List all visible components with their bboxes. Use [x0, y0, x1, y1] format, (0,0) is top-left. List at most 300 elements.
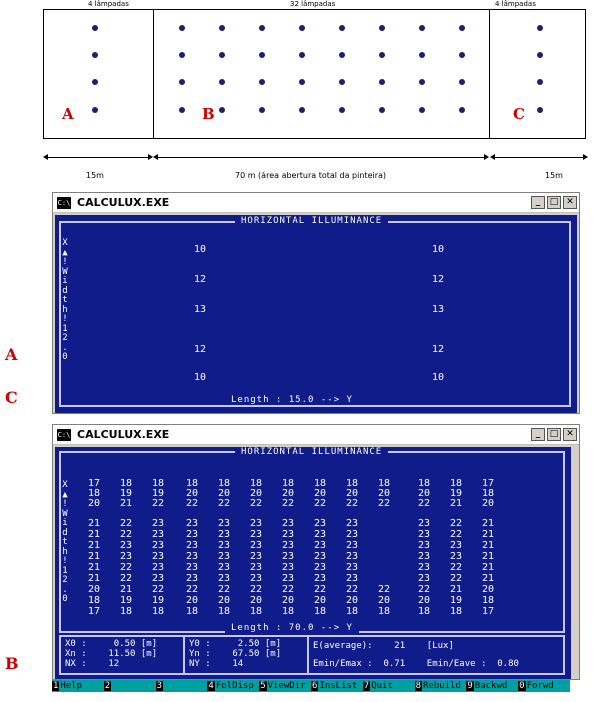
illuminance-value: 19	[119, 488, 133, 499]
close-button[interactable]: ✕	[563, 196, 577, 209]
info-y0: Y0 : 2.50 [m]	[189, 639, 282, 649]
illuminance-value: 17	[481, 478, 495, 489]
window-title-2: CALCULUX.EXE	[77, 428, 170, 441]
lamp-dot	[219, 52, 225, 58]
fkey-label: Backwd	[474, 681, 508, 691]
lamp-dot	[419, 52, 425, 58]
minimize-button[interactable]: _	[531, 196, 545, 209]
illuminance-value: 23	[345, 540, 359, 551]
fkey-1[interactable]	[52, 680, 104, 692]
zone-a	[43, 9, 154, 139]
lamp-dot	[219, 107, 225, 113]
illuminance-value: 23	[417, 518, 431, 529]
close-button[interactable]: ✕	[563, 428, 577, 441]
illuminance-value: 22	[151, 584, 165, 595]
lamp-dot	[459, 25, 465, 31]
fkey-label: Rebuild	[423, 681, 461, 691]
illuminance-value: 18	[185, 606, 199, 617]
info-x0: X0 : 0.50 [m]	[65, 639, 158, 649]
console-screen-2	[55, 447, 571, 679]
illuminance-value: 20	[345, 595, 359, 606]
illuminance-value: 10	[431, 372, 445, 383]
illuminance-value: 13	[431, 304, 445, 315]
illuminance-value: 23	[249, 562, 263, 573]
lamp-dot	[299, 25, 305, 31]
lamp-dot	[179, 25, 185, 31]
illuminance-value: 20	[249, 488, 263, 499]
illuminance-value: 21	[481, 529, 495, 540]
illuminance-value: 23	[217, 540, 231, 551]
illuminance-value: 23	[417, 573, 431, 584]
illuminance-value: 23	[119, 551, 133, 562]
console-icon: C:\	[57, 430, 71, 439]
illuminance-value: 20	[417, 595, 431, 606]
fkey-label: Help	[60, 681, 83, 691]
illuminance-value: 20	[377, 595, 391, 606]
illuminance-value: 18	[481, 595, 495, 606]
illuminance-value: 17	[87, 478, 101, 489]
illuminance-value: 10	[193, 244, 207, 255]
illuminance-value: 23	[249, 518, 263, 529]
axis-char: 1	[62, 565, 68, 576]
axis-char: X	[62, 238, 68, 248]
illuminance-value: 22	[119, 573, 133, 584]
info-yn: Yn : 67.50 [m]	[189, 649, 282, 659]
illuminance-value: 18	[377, 606, 391, 617]
illuminance-value: 23	[151, 562, 165, 573]
illuminance-value: 23	[217, 573, 231, 584]
illuminance-value: 23	[313, 551, 327, 562]
illuminance-value: 23	[185, 529, 199, 540]
illuminance-value: 18	[185, 478, 199, 489]
lamp-dot	[339, 79, 345, 85]
illuminance-value: 23	[313, 518, 327, 529]
illuminance-value: 18	[449, 478, 463, 489]
illuminance-value: 23	[151, 573, 165, 584]
illuminance-value: 20	[481, 498, 495, 509]
illuminance-value: 18	[449, 606, 463, 617]
illuminance-value: 18	[377, 478, 391, 489]
illuminance-value: 23	[151, 551, 165, 562]
illuminance-value: 21	[481, 551, 495, 562]
axis-char: .	[62, 342, 68, 353]
illuminance-value: 21	[481, 540, 495, 551]
fkey-8[interactable]	[415, 680, 467, 692]
illuminance-value: 13	[193, 304, 207, 315]
maximize-button[interactable]: □	[547, 196, 561, 209]
lamp-dot	[339, 52, 345, 58]
fkey-number: 0	[519, 681, 525, 691]
illuminance-value: 23	[345, 573, 359, 584]
illuminance-value: 23	[281, 573, 295, 584]
fkey-number: 5	[260, 681, 266, 691]
illuminance-value: 23	[217, 529, 231, 540]
info-ratios: Emin/Emax : 0.71 Emin/Eave : 0.80	[313, 659, 519, 669]
axis-char: X	[62, 480, 68, 490]
illuminance-value: 22	[185, 584, 199, 595]
illuminance-value: 23	[217, 551, 231, 562]
fkey-4[interactable]	[207, 680, 259, 692]
fkey-7[interactable]	[363, 680, 415, 692]
illuminance-value: 23	[185, 518, 199, 529]
illuminance-value: 22	[217, 584, 231, 595]
illuminance-value: 22	[449, 562, 463, 573]
lamp-dot	[179, 107, 185, 113]
illuminance-value: 23	[185, 562, 199, 573]
illuminance-value: 18	[481, 488, 495, 499]
illuminance-value: 21	[119, 498, 133, 509]
dim-label-c: 15m	[545, 171, 563, 180]
fkey-number: 2	[104, 681, 111, 691]
illuminance-value: 12	[193, 344, 207, 355]
illuminance-value: 18	[417, 478, 431, 489]
illuminance-value: 20	[345, 488, 359, 499]
fkey-number: 7	[363, 681, 370, 691]
illuminance-value: 18	[281, 478, 295, 489]
zone-label-c: C	[513, 105, 525, 123]
illuminance-value: 10	[193, 372, 207, 383]
lamp-dot	[537, 25, 543, 31]
illuminance-value: 23	[281, 518, 295, 529]
illuminance-value: 23	[417, 529, 431, 540]
illuminance-value: 18	[87, 488, 101, 499]
lamp-dot	[459, 79, 465, 85]
illuminance-value: 18	[217, 606, 231, 617]
illuminance-value: 23	[185, 540, 199, 551]
illuminance-value: 23	[345, 551, 359, 562]
axis-char: W	[62, 266, 68, 277]
dim-label-b: 70 m (área abertura total da pinteira)	[235, 171, 387, 180]
axis-char: !	[62, 314, 68, 324]
illuminance-value: 23	[313, 562, 327, 573]
fkey-label	[111, 681, 112, 691]
illuminance-value: 19	[449, 488, 463, 499]
fkey-number: 1	[53, 681, 59, 691]
fkey-6[interactable]	[311, 680, 363, 692]
illuminance-value: 18	[87, 595, 101, 606]
lamp-dot	[537, 107, 543, 113]
illuminance-value: 21	[481, 573, 495, 584]
illuminance-value: 20	[377, 488, 391, 499]
fkey-2[interactable]	[104, 680, 156, 692]
illuminance-value: 21	[481, 518, 495, 529]
illuminance-value: 21	[119, 584, 133, 595]
axis-char: !	[62, 257, 68, 267]
illuminance-value: 23	[417, 540, 431, 551]
fkey-3[interactable]	[156, 680, 208, 692]
illuminance-value: 10	[431, 244, 445, 255]
lamp-dot	[419, 107, 425, 113]
fkey-label: Quit	[371, 681, 393, 691]
illuminance-value: 22	[449, 518, 463, 529]
lamp-dot	[419, 79, 425, 85]
dim-arrow-c	[493, 157, 585, 158]
lamp-dot	[339, 107, 345, 113]
lamp-dot	[379, 25, 385, 31]
illuminance-value: 23	[313, 529, 327, 540]
illuminance-value: 23	[151, 540, 165, 551]
illuminance-value: 21	[87, 529, 101, 540]
illuminance-value: 22	[417, 584, 431, 595]
illuminance-value: 20	[87, 584, 101, 595]
maximize-button[interactable]: □	[547, 428, 561, 441]
illuminance-value: 23	[249, 529, 263, 540]
axis-char: d	[62, 527, 68, 538]
fkey-label: ViewDir	[267, 681, 306, 691]
calculux-window-2	[52, 424, 580, 680]
titlebar-2[interactable]	[53, 425, 579, 445]
count-a: 4 lâmpadas	[88, 0, 129, 8]
illuminance-value: 17	[87, 606, 101, 617]
lamp-dot	[219, 25, 225, 31]
axis-char: 0	[62, 594, 68, 604]
info-ny: NY : 14	[189, 659, 244, 669]
illuminance-value: 20	[281, 488, 295, 499]
illuminance-value: 23	[449, 551, 463, 562]
fkey-number: 9	[467, 681, 473, 691]
illuminance-value: 12	[431, 274, 445, 285]
illuminance-value: 20	[481, 584, 495, 595]
length-label-1: Length : 15.0 --> Y	[225, 395, 359, 405]
illuminance-value: 20	[281, 595, 295, 606]
illuminance-value: 18	[151, 606, 165, 617]
fkey-label: Forwd	[526, 681, 554, 691]
axis-char: i	[62, 276, 68, 286]
lamp-dot	[92, 25, 98, 31]
fkey-label: InsList	[319, 681, 358, 691]
lamp-dot	[179, 52, 185, 58]
illuminance-value: 20	[185, 595, 199, 606]
illuminance-value: 18	[119, 478, 133, 489]
fkey-0[interactable]	[518, 680, 570, 692]
illuminance-value: 12	[193, 274, 207, 285]
lamp-dot	[259, 52, 265, 58]
axis-char: h	[62, 304, 68, 315]
illuminance-value: 19	[151, 595, 165, 606]
minimize-button[interactable]: _	[531, 428, 545, 441]
lamp-dot	[92, 107, 98, 113]
illuminance-value: 18	[119, 606, 133, 617]
illuminance-value: 20	[87, 498, 101, 509]
axis-char: ▲	[62, 489, 68, 500]
illuminance-value: 22	[313, 584, 327, 595]
lamp-dot	[219, 79, 225, 85]
info-divider-2	[307, 635, 309, 675]
zone-label-a: A	[62, 105, 74, 123]
illuminance-value: 22	[449, 573, 463, 584]
info-nx: NX : 12	[65, 659, 120, 669]
illuminance-value: 23	[281, 540, 295, 551]
illuminance-value: 20	[249, 595, 263, 606]
panel-frame-1	[59, 221, 571, 407]
lamp-dot	[92, 79, 98, 85]
illuminance-value: 23	[345, 529, 359, 540]
illuminance-value: 22	[377, 584, 391, 595]
illuminance-value: 21	[87, 573, 101, 584]
illuminance-value: 23	[281, 562, 295, 573]
illuminance-value: 23	[249, 551, 263, 562]
illuminance-value: 23	[185, 551, 199, 562]
side-label-a: A	[5, 345, 18, 364]
illuminance-value: 19	[449, 595, 463, 606]
function-key-bar	[52, 680, 570, 692]
illuminance-value: 20	[313, 488, 327, 499]
illuminance-value: 23	[281, 551, 295, 562]
fkey-label	[163, 681, 164, 691]
side-label-b: B	[5, 654, 19, 673]
fkey-number: 6	[311, 681, 318, 691]
lamp-dot	[259, 25, 265, 31]
lamp-dot	[537, 79, 543, 85]
illuminance-value: 18	[345, 606, 359, 617]
illuminance-value: 22	[119, 529, 133, 540]
axis-char: h	[62, 546, 68, 557]
illuminance-value: 18	[151, 478, 165, 489]
lamp-dot	[299, 79, 305, 85]
illuminance-value: 18	[345, 478, 359, 489]
illuminance-value: 22	[313, 498, 327, 509]
illuminance-value: 18	[249, 478, 263, 489]
illuminance-value: 23	[313, 573, 327, 584]
lamp-dot	[379, 107, 385, 113]
illuminance-value: 22	[217, 498, 231, 509]
illuminance-value: 23	[151, 518, 165, 529]
illuminance-value: 22	[119, 562, 133, 573]
window-title-1: CALCULUX.EXE	[77, 196, 170, 209]
zone-label-b: B	[202, 105, 215, 123]
dim-label-a: 15m	[86, 171, 104, 180]
illuminance-value: 21	[449, 584, 463, 595]
fkey-number: 8	[415, 681, 421, 691]
illuminance-value: 12	[431, 344, 445, 355]
lamp-dot	[259, 79, 265, 85]
fkey-5[interactable]	[259, 680, 311, 692]
info-xn: Xn : 11.50 [m]	[65, 649, 158, 659]
illuminance-value: 21	[87, 540, 101, 551]
axis-char: !	[62, 556, 68, 566]
illuminance-value: 23	[281, 529, 295, 540]
axis-char: .	[62, 584, 68, 595]
illuminance-value: 22	[377, 498, 391, 509]
illuminance-value: 22	[345, 498, 359, 509]
info-e-average: E(average): 21 [Lux]	[313, 641, 454, 651]
axis-char: 0	[62, 352, 68, 362]
illuminance-value: 22	[449, 529, 463, 540]
illuminance-value: 23	[345, 562, 359, 573]
illuminance-value: 18	[313, 478, 327, 489]
axis-char: 2	[62, 575, 68, 585]
illuminance-value: 17	[481, 606, 495, 617]
illuminance-value: 22	[185, 498, 199, 509]
fkey-label: FolDisp	[215, 681, 254, 691]
illuminance-value: 21	[87, 518, 101, 529]
axis-char: d	[62, 285, 68, 296]
lamp-dot	[179, 79, 185, 85]
fkey-9[interactable]	[466, 680, 518, 692]
illuminance-value: 21	[449, 498, 463, 509]
illuminance-value: 22	[345, 584, 359, 595]
axis-char: W	[62, 508, 68, 519]
dim-arrow-a	[46, 157, 150, 158]
illuminance-value: 23	[417, 551, 431, 562]
lamp-dot	[379, 52, 385, 58]
illuminance-value: 22	[281, 498, 295, 509]
titlebar-1[interactable]	[53, 193, 579, 213]
illuminance-value: 18	[281, 606, 295, 617]
lamp-dot	[299, 107, 305, 113]
lamp-dot	[299, 52, 305, 58]
lamp-dot	[379, 79, 385, 85]
lamp-dot	[92, 52, 98, 58]
lamp-dot	[537, 52, 543, 58]
illuminance-value: 23	[217, 518, 231, 529]
dim-arrow-b	[156, 157, 486, 158]
illuminance-value: 20	[185, 488, 199, 499]
illuminance-value: 22	[119, 518, 133, 529]
illuminance-value: 23	[417, 562, 431, 573]
fkey-number: 3	[156, 681, 163, 691]
lamp-dot	[419, 25, 425, 31]
lamp-dot	[339, 25, 345, 31]
console-icon: C:\	[57, 198, 71, 207]
illuminance-value: 21	[87, 551, 101, 562]
count-c: 4 lâmpadas	[495, 0, 536, 8]
illuminance-value: 22	[417, 498, 431, 509]
lamp-dot	[459, 107, 465, 113]
illuminance-value: 23	[185, 573, 199, 584]
illuminance-value: 19	[151, 488, 165, 499]
illuminance-value: 20	[417, 488, 431, 499]
lamp-dot	[259, 107, 265, 113]
illuminance-value: 22	[281, 584, 295, 595]
axis-char: 2	[62, 333, 68, 343]
illuminance-value: 23	[345, 518, 359, 529]
illuminance-value: 18	[217, 478, 231, 489]
illuminance-value: 22	[151, 498, 165, 509]
illuminance-value: 23	[449, 540, 463, 551]
illuminance-value: 23	[151, 529, 165, 540]
illuminance-value: 21	[481, 562, 495, 573]
lamp-dot	[459, 52, 465, 58]
illuminance-value: 23	[119, 540, 133, 551]
panel-title-1: HORIZONTAL ILLUMINANCE	[235, 216, 388, 226]
length-label-2: Length : 70.0 --> Y	[225, 623, 359, 633]
illuminance-value: 23	[313, 540, 327, 551]
console-screen-1	[55, 215, 577, 413]
fkey-number: 4	[208, 681, 214, 691]
axis-char: 1	[62, 323, 68, 334]
axis-char: t	[62, 295, 68, 305]
axis-char: !	[62, 499, 68, 509]
illuminance-value: 22	[249, 498, 263, 509]
illuminance-value: 20	[217, 595, 231, 606]
info-divider-1	[183, 635, 185, 675]
illuminance-value: 20	[217, 488, 231, 499]
panel-title-2: HORIZONTAL ILLUMINANCE	[235, 447, 388, 457]
axis-char: ▲	[62, 247, 68, 258]
illuminance-value: 23	[217, 562, 231, 573]
illuminance-value: 18	[313, 606, 327, 617]
calculux-window-1	[52, 192, 580, 414]
axis-char: t	[62, 537, 68, 547]
illuminance-value: 18	[417, 606, 431, 617]
side-label-c: C	[5, 388, 18, 407]
illuminance-value: 22	[249, 584, 263, 595]
axis-char: i	[62, 518, 68, 528]
illuminance-value: 23	[249, 540, 263, 551]
count-b: 32 lâmpadas	[290, 0, 336, 8]
illuminance-value: 19	[119, 595, 133, 606]
